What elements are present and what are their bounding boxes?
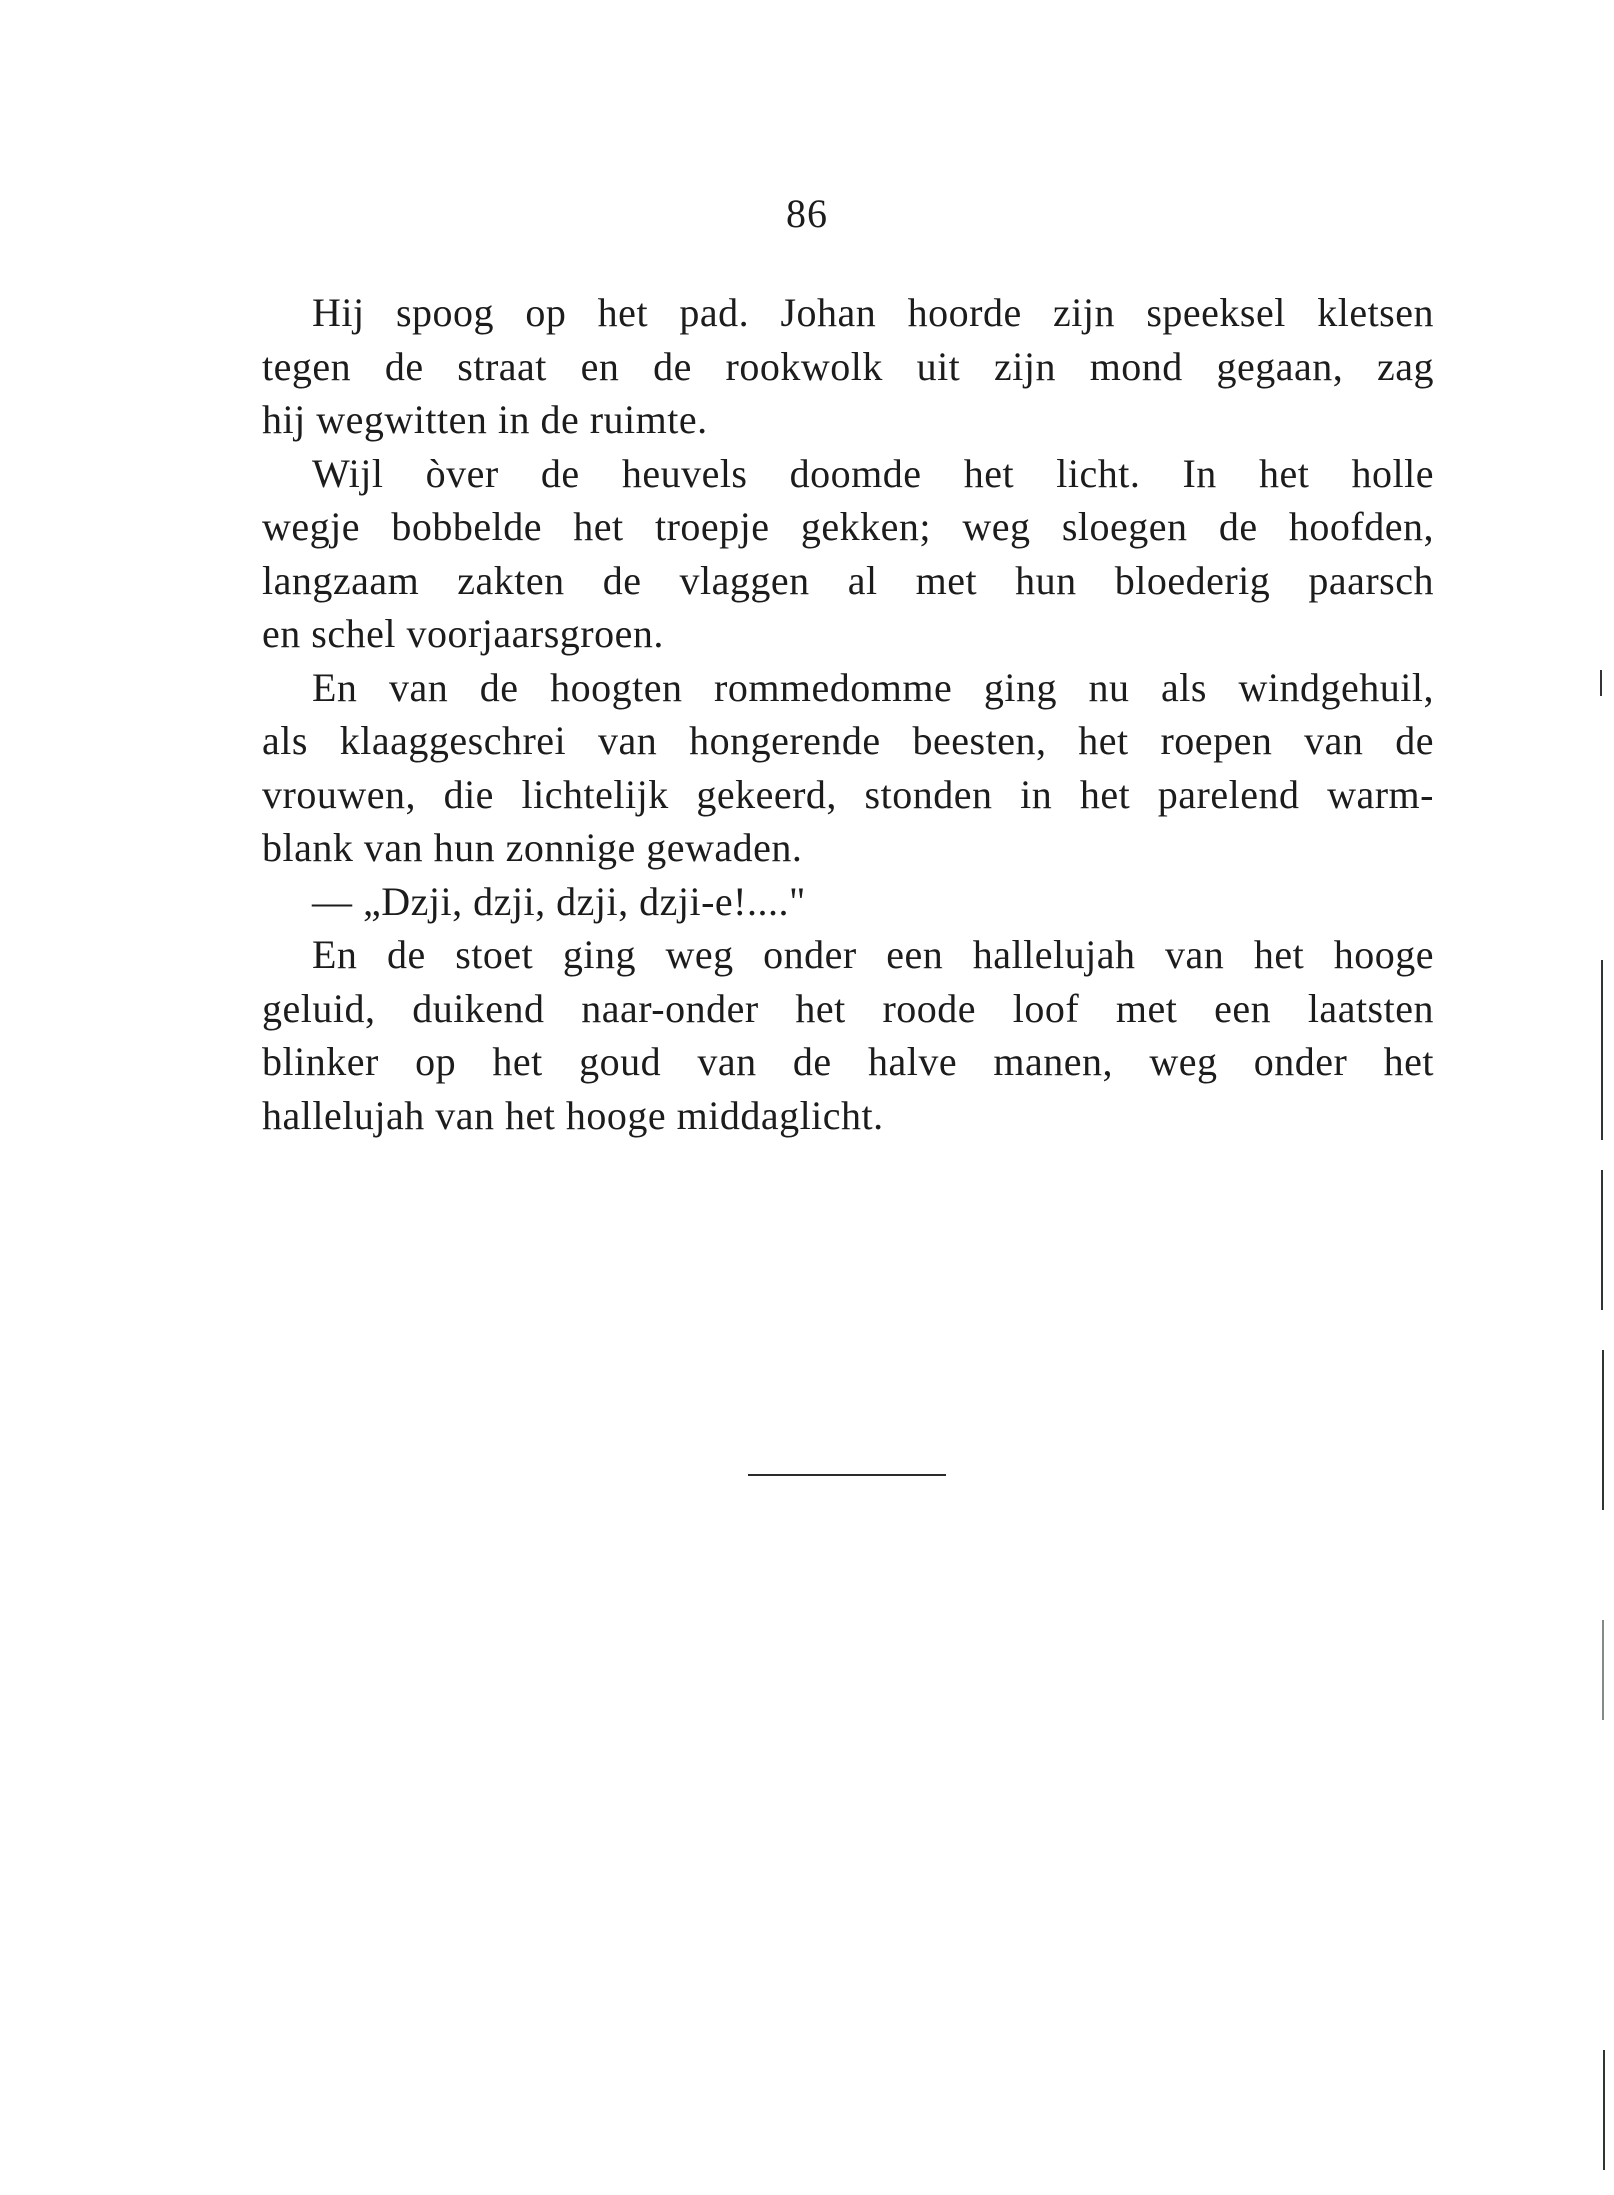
text-line: langzaam zakten de vlaggen al met hun bloederig paarsch bbox=[262, 557, 1434, 603]
scan-artifact bbox=[1600, 670, 1602, 696]
text-line: tegen de straat en de rookwolk uit zijn mond gegaan, zag bbox=[262, 343, 1434, 389]
text-line: blank van hun zonnige gewaden. bbox=[262, 825, 803, 870]
text-line: geluid, duikend naar-onder het roode loof met een laatsten bbox=[262, 985, 1434, 1031]
body-text bbox=[262, 286, 1434, 1142]
text-line: Wijl òver de heuvels doomde het licht. In het holle bbox=[312, 450, 1434, 496]
text-line: blinker op het goud van de halve manen, weg onder het bbox=[262, 1039, 1434, 1084]
text-line: En de stoet ging weg onder een hallelujah van het hooge bbox=[312, 932, 1434, 977]
text-line: als klaaggeschrei van hongerende beesten, het roepen van de bbox=[262, 718, 1434, 763]
scan-artifact bbox=[1601, 1170, 1603, 1310]
text-line: Hij spoog op het pad. Johan hoorde zijn speeksel kletsen bbox=[312, 290, 1434, 335]
text-line: hallelujah van het hooge middaglicht. bbox=[262, 1092, 884, 1138]
text-line: En van de hoogten rommedomme ging nu als windgehuil, bbox=[312, 664, 1434, 710]
scan-artifact bbox=[1601, 960, 1603, 1140]
text-line: wegje bobbelde het troepje gekken; weg sloegen de hoofden, bbox=[262, 504, 1434, 549]
scan-artifact bbox=[1602, 1620, 1604, 1720]
scan-artifact bbox=[1603, 2050, 1605, 2170]
text-line: hij wegwitten in de ruimte. bbox=[262, 397, 708, 442]
page-number: 86 bbox=[786, 191, 828, 236]
text-line: — „Dzji, dzji, dzji, dzji-e!...." bbox=[312, 878, 806, 924]
text-line: vrouwen, die lichtelijk gekeerd, stonden in het parelend warm- bbox=[262, 771, 1434, 817]
text-line: en schel voorjaarsgroen. bbox=[262, 611, 664, 656]
end-of-chapter-rule bbox=[748, 1474, 946, 1476]
scan-artifact bbox=[1602, 1350, 1604, 1510]
